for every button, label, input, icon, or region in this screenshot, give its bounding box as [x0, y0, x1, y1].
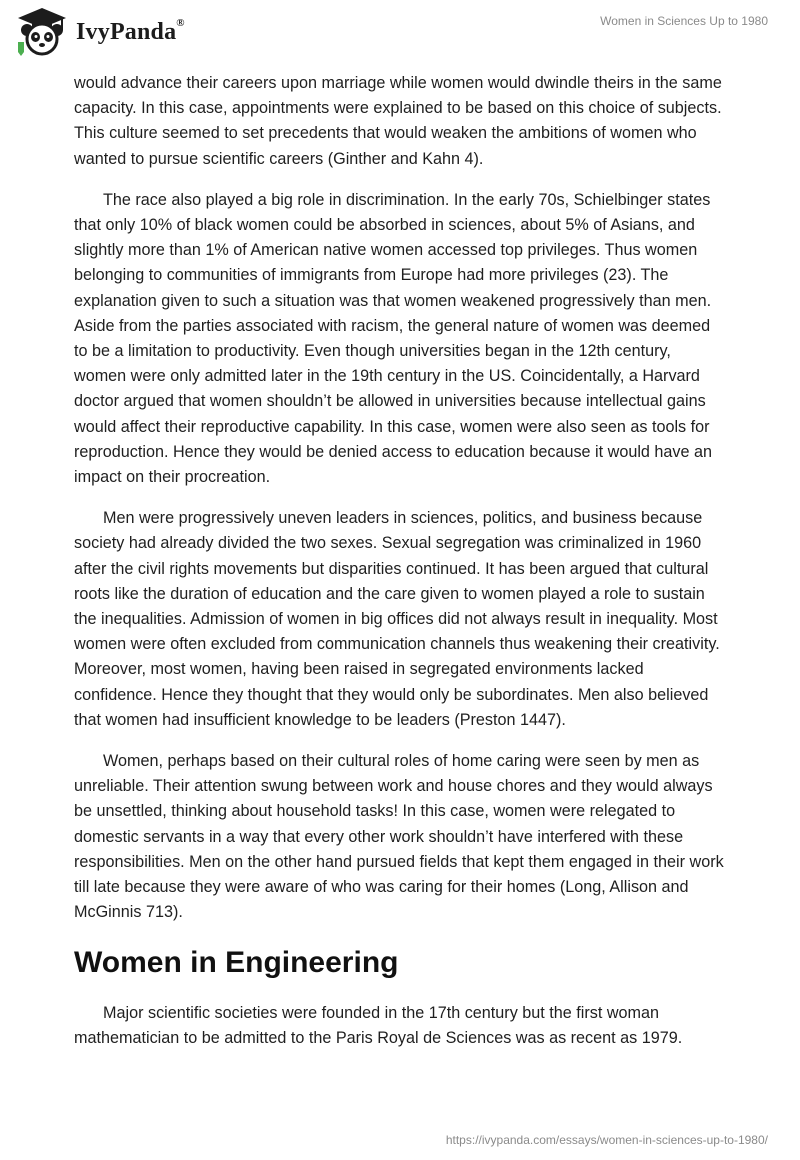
page-header: [0, 0, 800, 66]
section-heading: Women in Engineering: [74, 945, 399, 979]
source-url[interactable]: https://ivypanda.com/essays/women-in-sciences-up-to-1980/: [445, 1133, 768, 1147]
paragraph: [74, 188, 726, 490]
panda-logo-icon: [14, 6, 70, 58]
paragraph-text: would advance their careers upon marriage while women would dwindle theirs in the same capacity. In this case, appointments were explained to be based on this choice of subjects. This culture seemed to set precedents that would weaken the ambitions of women who wanted to pursue scientific careers (Ginther and Kahn 4).: [74, 74, 722, 168]
essay-content: [74, 71, 726, 1067]
paragraph: [74, 506, 726, 733]
paragraph-text: Major scientific societies were founded in the 17th century but the first woman mathematician to be admitted to the Paris Royal de Sciences was as recent as 1979.: [74, 1003, 683, 1047]
paragraph-text: The race also played a big role in discrimination. In the early 70s, Schielbinger states that only 10% of black women could be absorbed in sciences, about 5% of Asians, and slightly more than 1% of American native women accessed top privileges. Thus women belonging to communities of immigrants from Europe had more privileges (23). The explanation given to such a situation was that women weakened progressively than men. Aside from the parties associated with racism, the general nature of women was deemed to be a limitation to productivity. Even though universities began in the 12th century, women were only admitted later in the 19th century in the US. Coincidentally, a Harvard doctor argued that women shouldn’t be allowed in universities because intellectual gains would affect their reproductive capability. In this case, women were also seen as tools for reproduction. Hence they would be denied access to education because it would have an impact on their procreation.: [74, 190, 713, 487]
paragraph-text: Men were progressively uneven leaders in sciences, politics, and business because society had already divided the two sexes. Sexual segregation was criminalized in 1960 after the civil rights movements but disparities continued. It has been argued that cultural roots like the duration of education and the care given to women played a role to sustain the inequalities. Admission of women in big offices did not always result in inequality. Most women were often excluded from communication channels thus weakening their creativity. Moreover, most women, having been raised in segregated environments lacked confidence. Hence they thought that they would only be subordinates. Men also believed that women had insufficient knowledge to be leaders (Preston 1447).: [74, 509, 720, 729]
paragraph: [74, 749, 726, 925]
document-title: Women in Sciences Up to 1980: [600, 14, 768, 28]
brand-name: IvyPanda®: [76, 16, 185, 45]
paragraph: [74, 71, 726, 172]
paragraph-text: Women, perhaps based on their cultural roles of home caring were seen by men as unreliable. Their attention swung between work and house chores and they would always be unsettled, thinking about household tasks! In this case, women were relegated to domestic servants in a way that every other work shouldn’t have interfered with these responsibilities. Men on the other hand pursued fields that kept them engaged in their work till late because they were aware of who was caring for their homes (Long, Allison and McGinnis 713).: [74, 752, 724, 922]
paragraph: [74, 1001, 726, 1051]
brand-logo[interactable]: [14, 6, 185, 58]
